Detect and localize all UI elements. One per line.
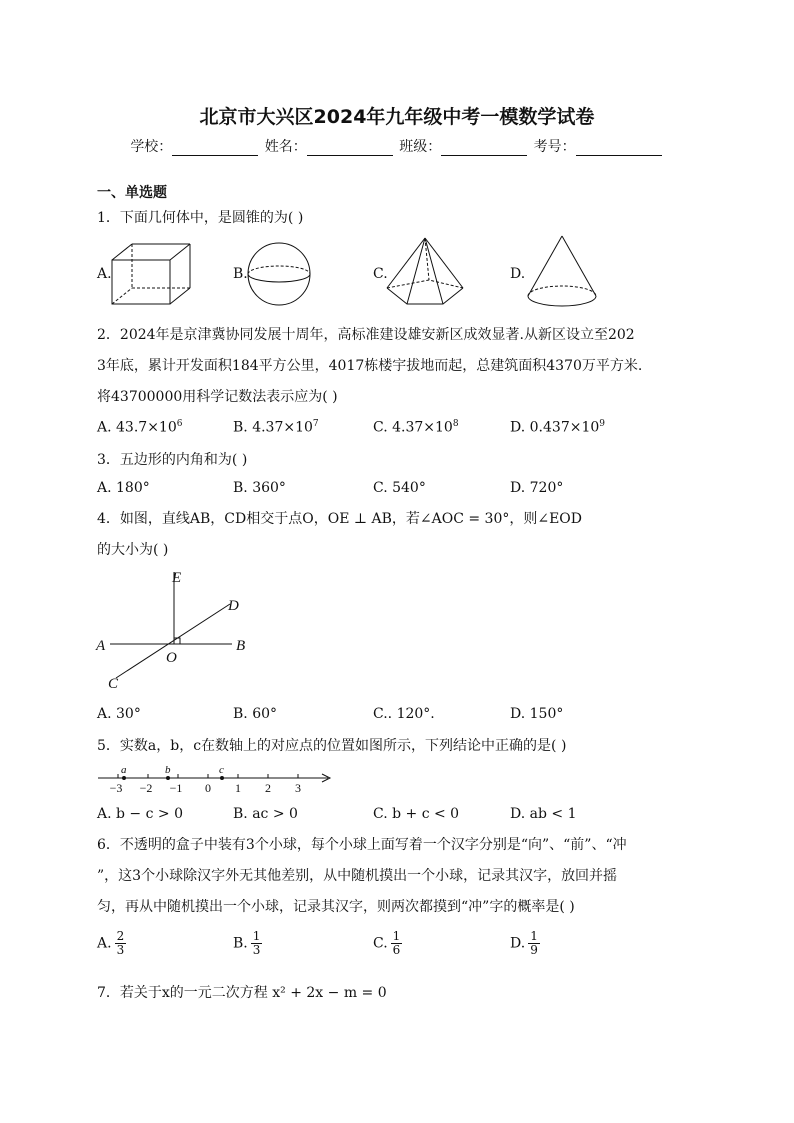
point-c [220,776,224,780]
q6-line-2: ”，这3个小球除汉字外无其他差别，从中随机摸出一个小球，记录其汉字，放回并摇 [97,868,618,884]
q5-option-a: A. b − c > 0 [97,806,183,822]
q3-option-c: C. 540° [373,480,426,496]
q2-option-d: D. $0.437\times 10^9$ [510,419,605,436]
label-e: E [172,570,182,586]
q4-option-c: C.. 120°. [373,706,435,722]
page-title: 北京市大兴区2024年九年级中考一模数学试卷 [199,106,595,128]
q5-option-d: D. ab < 1 [510,806,577,822]
q2-option-b: B. $4.37\times 10^7$ [233,419,319,436]
number-line [96,764,336,796]
label-c: C [108,676,119,692]
number-blank [576,141,662,156]
q4-option-b: B. 60° [233,706,278,722]
label-a: A [96,638,106,654]
name-blank [307,141,393,156]
q4-line-2: 的大小为( ) [97,542,169,558]
info-label-name: 姓名： [264,139,307,155]
q7-stem: 7．若关于x的一元二次方程 x² + 2x − m = 0 [97,985,387,1001]
q6-option-b: B. $\frac{1}{3}$ [233,929,261,957]
point-label-a: a [121,764,127,776]
q1-option-d: D. [510,266,526,282]
line-cd [116,604,230,678]
school-blank [172,141,258,156]
info-label-class: 班级： [399,139,442,155]
q2-option-a: A. $43.7\times 10^6$ [97,419,183,436]
q6-line-1: 6．不透明的盒子中装有3个小球，每个小球上面写着一个汉字分别是“向”、“前”、“冲 [97,837,627,853]
q1-option-b: B. [233,266,248,282]
cube-figure [108,240,192,308]
point-a [122,776,126,780]
q6-option-d: D. $\frac{1}{9}$ [510,929,538,957]
tick-label: 2 [265,781,271,795]
q6-option-c: C. $\frac{1}{6}$ [373,929,401,957]
tick-label: 1 [235,781,241,795]
class-blank [441,141,527,156]
label-d: D [228,598,239,614]
tick-label: −3 [109,781,123,795]
q1-option-c: C. [373,266,388,282]
q3-option-d: D. 720° [510,480,564,496]
section-heading: 一、单选题 [97,185,167,201]
q4-line-1: 4．如图，直线AB，CD相交于点O，OE ⊥ AB，若∠AOC = 30°，则∠EOD [97,511,583,527]
q3-stem: 3．五边形的内角和为( ) [97,452,248,468]
q1-option-a: A. [97,266,112,282]
point-label-c: c [219,764,224,776]
q2-option-c: C. $4.37\times 10^8$ [373,419,459,436]
q2-line-1: 2．2024年是京津冀协同发展十周年，高标准建设雄安新区成效显著.从新区设立至202 [97,327,635,343]
info-label-number: 考号： [533,139,576,155]
q6-line-3: 匀，再从中随机摸出一个小球，记录其汉字，则两次都摸到“冲”字的概率是( ) [97,899,575,915]
q6-option-a: A. $\frac{2}{3}$ [97,929,125,957]
q4-option-a: A. 30° [97,706,141,722]
tick-label: 3 [295,781,301,795]
tick-label: 0 [205,781,211,795]
tick-label: −2 [139,781,153,795]
tick-label: −1 [169,781,183,795]
q5-stem: 5．实数a，b，c在数轴上的对应点的位置如图所示，下列结论中正确的是( ) [97,738,567,754]
label-o: O [166,650,177,666]
sphere-figure [246,241,314,307]
q3-option-a: A. 180° [97,480,150,496]
q3-option-b: B. 360° [233,480,286,496]
point-b [166,776,170,780]
info-label-school: 学校： [130,139,173,155]
q4-option-d: D. 150° [510,706,564,722]
q1-stem: 1．下面几何体中，是圆锥的为( ) [97,210,304,226]
label-b: B [236,638,246,654]
q2-line-3: 将43700000用科学记数法表示应为( ) [97,389,338,405]
angle-figure [94,566,254,696]
q2-line-2: 3年底，累计开发面积184平方公里，4017栋楼宇拔地而起，总建筑面积4370万平方米. [97,358,643,374]
point-label-b: b [165,764,171,776]
student-info-row [0,136,794,156]
pentagonal-pyramid-figure [385,236,467,308]
q5-option-c: C. b + c < 0 [373,806,460,822]
cone-figure [526,234,598,310]
q5-option-b: B. ac > 0 [233,806,298,822]
